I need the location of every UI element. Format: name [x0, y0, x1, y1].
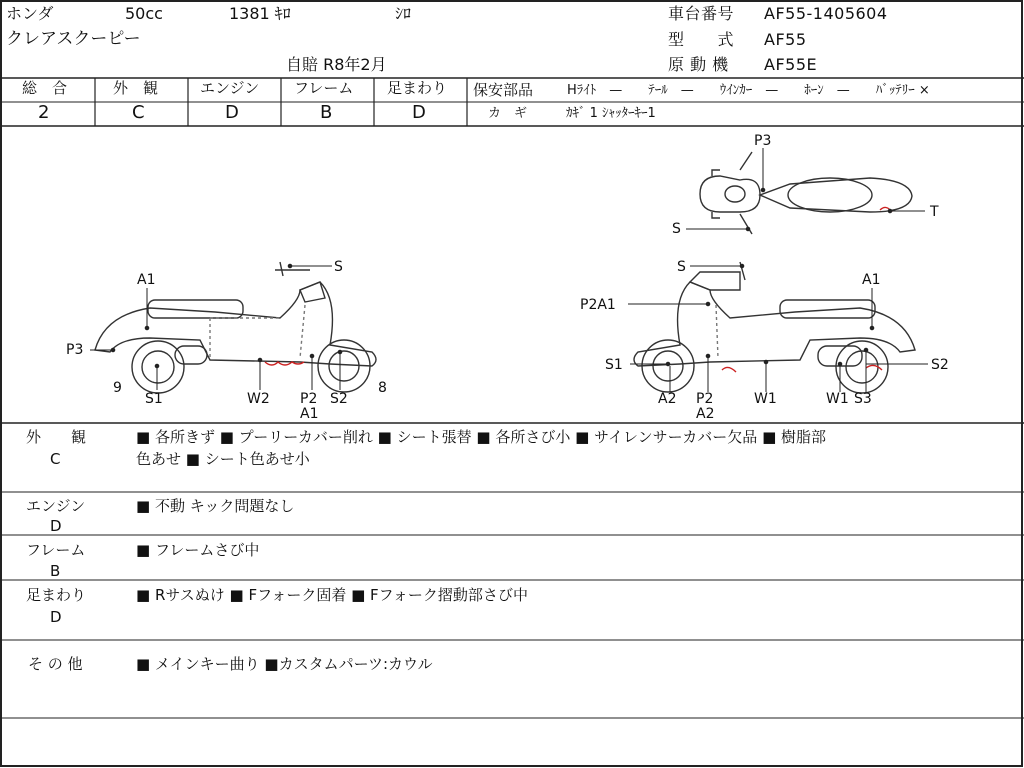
section-grade-engine: D — [50, 517, 62, 535]
section-text-exterior-2: 色あせ ■ シート色あせ小 — [136, 450, 310, 468]
grade-value-exterior: C — [132, 102, 145, 123]
grade-value-frame: B — [320, 102, 333, 123]
mark-right-a2: A2 — [658, 391, 677, 407]
grade-label-overall: 総 合 — [22, 79, 68, 97]
type-label: 型 式 — [668, 30, 735, 49]
section-label-exterior: 外 観 — [26, 428, 87, 446]
mark-right-a1: A1 — [862, 272, 881, 288]
section-label-suspension: 足まわり — [26, 586, 87, 604]
safety-parts-items: Hﾗｲﾄ — ﾃｰﾙ — ｳｲﾝｶｰ — ﾎｰﾝ — ﾊﾞｯﾃﾘｰ × — [567, 83, 930, 98]
mark-top-t: T — [930, 204, 939, 220]
key-value: ｶｷﾞ 1 ｼｬｯﾀｰｷｰ1 — [566, 106, 656, 121]
frame-no-label: 車台番号 — [668, 4, 735, 23]
vehicle-color: ｼﾛ — [395, 4, 412, 23]
grade-value-overall: 2 — [38, 102, 50, 123]
mark-left-a1b: A1 — [300, 406, 319, 422]
mark-right-w1b: W1 — [826, 391, 849, 407]
grade-label-frame: フレーム — [294, 79, 354, 97]
section-text-suspension: ■ Rサスぬけ ■ Fフォーク固着 ■ Fフォーク摺動部さび中 — [136, 586, 528, 604]
engine-value: AF55E — [764, 55, 818, 74]
safety-parts-label: 保安部品 — [473, 81, 534, 99]
scooter-top-view — [700, 152, 912, 234]
displacement: 50cc — [125, 4, 163, 23]
section-label-frame: フレーム — [26, 541, 86, 559]
section-grade-suspension: D — [50, 608, 62, 626]
mark-top-s: S — [672, 221, 681, 237]
mark-left-s: S — [334, 259, 343, 275]
mileage: 1381 ｷﾛ — [229, 4, 291, 23]
grade-label-engine: エンジン — [200, 79, 260, 97]
mark-left-s2: S2 — [330, 391, 348, 407]
type-value: AF55 — [764, 30, 807, 49]
mark-left-s1: S1 — [145, 391, 163, 407]
mark-left-p3: P3 — [66, 342, 84, 358]
mark-right-w1: W1 — [754, 391, 777, 407]
section-grade-exterior: C — [50, 450, 61, 468]
grade-value-suspension: D — [412, 102, 426, 123]
mark-right-p2a1: P2A1 — [580, 297, 616, 313]
mark-left-8: 8 — [378, 380, 387, 396]
mark-right-s1: S1 — [605, 357, 623, 373]
mark-right-s3: S3 — [854, 391, 872, 407]
mark-right-p2: P2 — [696, 391, 714, 407]
insurance: 自賠 R8年2月 — [286, 55, 387, 74]
grade-label-suspension: 足まわり — [387, 79, 448, 97]
section-text-other: ■ メインキー曲り ■カスタムパーツ:カウル — [136, 655, 433, 673]
engine-label: 原 動 機 — [668, 55, 729, 74]
mark-left-w2: W2 — [247, 391, 270, 407]
mark-left-p2: P2 — [300, 391, 318, 407]
model-name: クレアスクーピー — [6, 29, 141, 49]
key-label: カ ギ — [488, 106, 528, 121]
mark-left-9: 9 — [113, 380, 122, 396]
section-text-engine: ■ 不動 キック問題なし — [136, 497, 295, 515]
mark-left-a1: A1 — [137, 272, 156, 288]
mark-right-s2: S2 — [931, 357, 949, 373]
grade-label-exterior: 外 観 — [113, 79, 159, 97]
mark-right-a2b: A2 — [696, 406, 715, 422]
mark-right-s: S — [677, 259, 686, 275]
section-grade-frame: B — [50, 562, 61, 580]
section-text-exterior-1: ■ 各所きず ■ プーリーカバー削れ ■ シート張替 ■ 各所さび小 ■ サイレンサーカバー欠品 ■ 樹脂部 — [136, 428, 827, 446]
grade-value-engine: D — [225, 102, 239, 123]
maker: ホンダ — [6, 4, 54, 23]
mark-top-p3: P3 — [754, 133, 772, 149]
section-label-other: そ の 他 — [28, 655, 83, 673]
frame-no: AF55-1405604 — [764, 4, 888, 23]
section-text-frame: ■ フレームさび中 — [136, 541, 260, 559]
section-label-engine: エンジン — [26, 497, 86, 515]
